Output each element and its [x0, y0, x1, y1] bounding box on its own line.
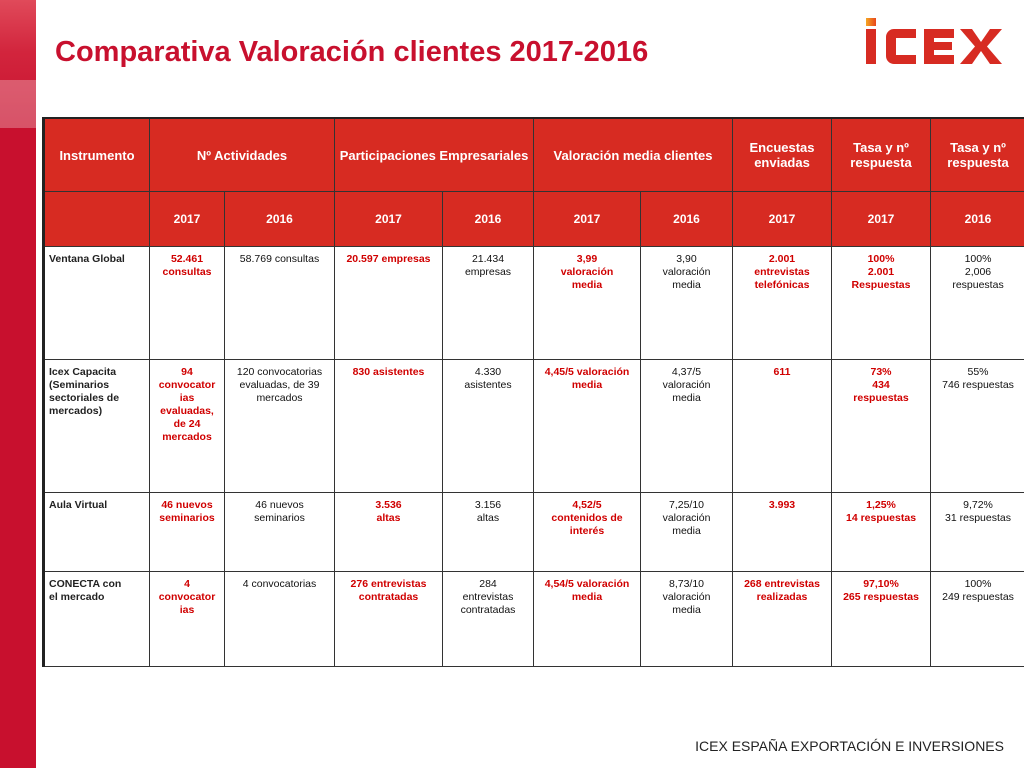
table-cell: 4,54/5 valoración media [534, 572, 641, 667]
header-row-years [44, 192, 1024, 247]
table-cell: 830 asistentes [335, 360, 443, 493]
table-cell: 58.769 consultas [225, 247, 335, 360]
header-year: 2016 [443, 192, 534, 247]
table-cell: 4 convocatorias [225, 572, 335, 667]
table-cell: 3.156 altas [443, 493, 534, 572]
header-year: 2017 [534, 192, 641, 247]
table-cell: 4 convocator ias [150, 572, 225, 667]
table-row [44, 493, 1024, 572]
header-year: 2017 [832, 192, 931, 247]
comparison-table-container [42, 117, 1024, 667]
table-cell: 268 entrevistas realizadas [733, 572, 832, 667]
table-row [44, 360, 1024, 493]
slide-title: Comparativa Valoración clientes 2017-2016 [55, 36, 649, 68]
table-cell: 3.993 [733, 493, 832, 572]
table-cell: 3,90 valoración media [641, 247, 733, 360]
table-cell: 9,72% 31 respuestas [931, 493, 1024, 572]
table-cell: 52.461 consultas [150, 247, 225, 360]
icex-logo [862, 18, 1004, 66]
header-participaciones: Participaciones Empresariales [335, 118, 534, 192]
table-cell: 4.330 asistentes [443, 360, 534, 493]
table-cell: 284 entrevistas contratadas [443, 572, 534, 667]
table-row [44, 572, 1024, 667]
header-year: 2017 [335, 192, 443, 247]
header-row-groups [44, 118, 1024, 192]
table-body [44, 247, 1024, 667]
table-cell: 100% 249 respuestas [931, 572, 1024, 667]
table-cell: 97,10% 265 respuestas [832, 572, 931, 667]
table-cell: 4,37/5 valoración media [641, 360, 733, 493]
table-cell: 100% 2.001 Respuestas [832, 247, 931, 360]
row-instrument: Aula Virtual [44, 493, 150, 572]
table-cell: 73% 434 respuestas [832, 360, 931, 493]
table-cell: 1,25% 14 respuestas [832, 493, 931, 572]
table-cell: 4,45/5 valoración media [534, 360, 641, 493]
footer-text: ICEX ESPAÑA EXPORTACIÓN E INVERSIONES [695, 738, 1004, 754]
header-year: 2017 [733, 192, 832, 247]
table-cell: 46 nuevos seminarios [150, 493, 225, 572]
header-tasa-respuesta-2017: Tasa y nº respuesta [832, 118, 931, 192]
table-cell: 2.001 entrevistas telefónicas [733, 247, 832, 360]
header-encuestas-enviadas: Encuestas enviadas [733, 118, 832, 192]
row-instrument: Ventana Global [44, 247, 150, 360]
header-year-empty [44, 192, 150, 247]
header-instrumento: Instrumento [44, 118, 150, 192]
row-instrument: CONECTA con el mercado [44, 572, 150, 667]
header-year: 2016 [931, 192, 1024, 247]
table-cell: 611 [733, 360, 832, 493]
table-cell: 21.434 empresas [443, 247, 534, 360]
header-year: 2017 [150, 192, 225, 247]
header-year: 2016 [225, 192, 335, 247]
table-cell: 20.597 empresas [335, 247, 443, 360]
table-cell: 94 convocator ias evaluadas, de 24 mercados [150, 360, 225, 493]
table-cell: 46 nuevos seminarios [225, 493, 335, 572]
table-cell: 276 entrevistas contratadas [335, 572, 443, 667]
header-tasa-respuesta-2016: Tasa y nº respuesta [931, 118, 1024, 192]
row-instrument: Icex Capacita (Seminarios sectoriales de mercados) [44, 360, 150, 493]
left-brand-bar [0, 0, 36, 768]
comparison-table [42, 117, 1024, 667]
table-cell: 3,99 valoración media [534, 247, 641, 360]
table-row [44, 247, 1024, 360]
table-cell: 8,73/10 valoración media [641, 572, 733, 667]
header-year: 2016 [641, 192, 733, 247]
table-cell: 3.536 altas [335, 493, 443, 572]
header-valoracion-media: Valoración media clientes [534, 118, 733, 192]
table-cell: 100% 2,006 respuestas [931, 247, 1024, 360]
table-cell: 7,25/10 valoración media [641, 493, 733, 572]
table-cell: 120 convocatorias evaluadas, de 39 mercados [225, 360, 335, 493]
table-cell: 55% 746 respuestas [931, 360, 1024, 493]
brand-bar-glint [0, 80, 36, 128]
header-num-actividades: Nº Actividades [150, 118, 335, 192]
table-cell: 4,52/5 contenidos de interés [534, 493, 641, 572]
